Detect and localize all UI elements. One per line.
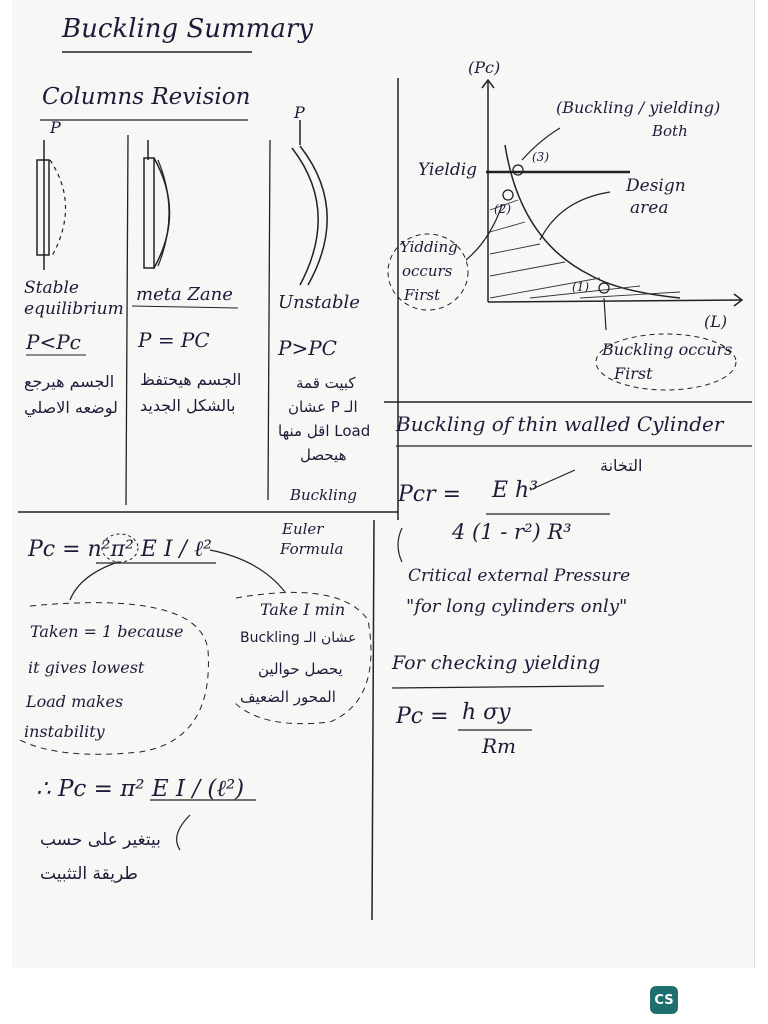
yield-formula-numerator: h σy bbox=[462, 700, 511, 725]
unstable-line-5: Buckling bbox=[290, 486, 358, 504]
cylinder-formula-lhs: Pcr = bbox=[398, 482, 462, 507]
graph-mark-2: (2) bbox=[494, 202, 511, 216]
euler-note-right-2: عشان الـ Buckling bbox=[240, 630, 357, 646]
cylinder-desc-1: Critical external Pressure bbox=[408, 566, 631, 586]
page-title: Buckling Summary bbox=[62, 14, 313, 44]
graph-mark-1: (1) bbox=[572, 280, 589, 294]
columns-heading: Columns Revision bbox=[42, 84, 251, 110]
graph-y-axis-label: (Pc) bbox=[468, 58, 501, 77]
euler-note-left-3: Load makes bbox=[26, 692, 124, 711]
graph-both-label-1: (Buckling / yielding) bbox=[556, 98, 721, 117]
unstable-line-3: Load اقل منها bbox=[278, 422, 371, 440]
graph-yielding-first-2: occurs bbox=[402, 262, 453, 280]
meta-ar-1: الجسم هيحتفظ bbox=[140, 370, 242, 389]
graph-mark-3: (3) bbox=[532, 150, 549, 164]
euler-note-right-4: المحور الضعيف bbox=[240, 688, 336, 706]
euler-note-right-3: يحصل حوالين bbox=[258, 660, 343, 678]
graph-buckling-first-2: First bbox=[614, 364, 653, 383]
stable-ar-2: لوضعه الاصلي bbox=[24, 398, 118, 417]
unstable-label: Unstable bbox=[278, 292, 360, 313]
yield-check-heading: For checking yielding bbox=[392, 652, 601, 674]
load-label-stable: P bbox=[50, 118, 61, 137]
euler-note-left-1: Taken = 1 because bbox=[30, 622, 184, 641]
graph-buckling-first-1: Buckling occurs bbox=[602, 340, 733, 359]
euler-formula: Pc = n²π² E I / ℓ² bbox=[28, 537, 212, 562]
camscanner-logo: CS bbox=[650, 986, 678, 1014]
graph-both-label-2: Both bbox=[652, 122, 688, 140]
euler-label-1: Euler bbox=[282, 520, 324, 538]
stable-ar-1: الجسم هيرجع bbox=[24, 372, 115, 391]
euler-note-left-4: instability bbox=[24, 722, 105, 741]
meta-ar-2: بالشكل الجديد bbox=[140, 396, 236, 415]
graph-yielding-first-3: First bbox=[404, 286, 441, 304]
graph-design-label-1: Design bbox=[626, 176, 686, 196]
graph-design-label-2: area bbox=[630, 198, 669, 218]
unstable-line-4: هيحصل bbox=[300, 446, 347, 464]
unstable-ar-2: الـ P عشان bbox=[288, 398, 358, 416]
euler-note-left-2: it gives lowest bbox=[28, 658, 145, 677]
unstable-ar-1: كبيت قمة bbox=[296, 374, 356, 392]
yield-formula-lhs: Pc = bbox=[396, 704, 449, 729]
graph-yielding-first-1: Yidding bbox=[400, 238, 458, 256]
euler-ar-note-2: طريقة التثبيت bbox=[40, 864, 138, 884]
load-label-unstable: P bbox=[294, 103, 305, 122]
cylinder-formula-denominator: 4 (1 - r²) R³ bbox=[452, 520, 572, 544]
cylinder-heading: Buckling of thin walled Cylinder bbox=[396, 412, 724, 436]
cylinder-formula-numerator: E h³ bbox=[492, 478, 539, 503]
euler-label-2: Formula bbox=[280, 540, 344, 558]
euler-note-right-1: Take I min bbox=[260, 600, 346, 619]
thickness-note: التخانة bbox=[600, 456, 643, 475]
graph-x-axis-label: (L) bbox=[704, 312, 728, 331]
meta-label: meta Zane bbox=[136, 284, 233, 305]
unstable-condition: P>PC bbox=[278, 336, 337, 360]
yield-formula-denominator: Rm bbox=[482, 734, 517, 758]
meta-condition: P = PC bbox=[138, 328, 210, 352]
cylinder-desc-2: "for long cylinders only" bbox=[406, 596, 628, 617]
graph-yield-label: Yieldig bbox=[418, 160, 478, 180]
stable-label: Stable equilibrium bbox=[24, 278, 124, 319]
stable-condition: P<Pc bbox=[26, 330, 81, 354]
euler-ar-note-1: بيتغير على حسب bbox=[40, 830, 161, 850]
euler-result: ∴ Pc = π² E I / (ℓ²) bbox=[36, 776, 245, 802]
